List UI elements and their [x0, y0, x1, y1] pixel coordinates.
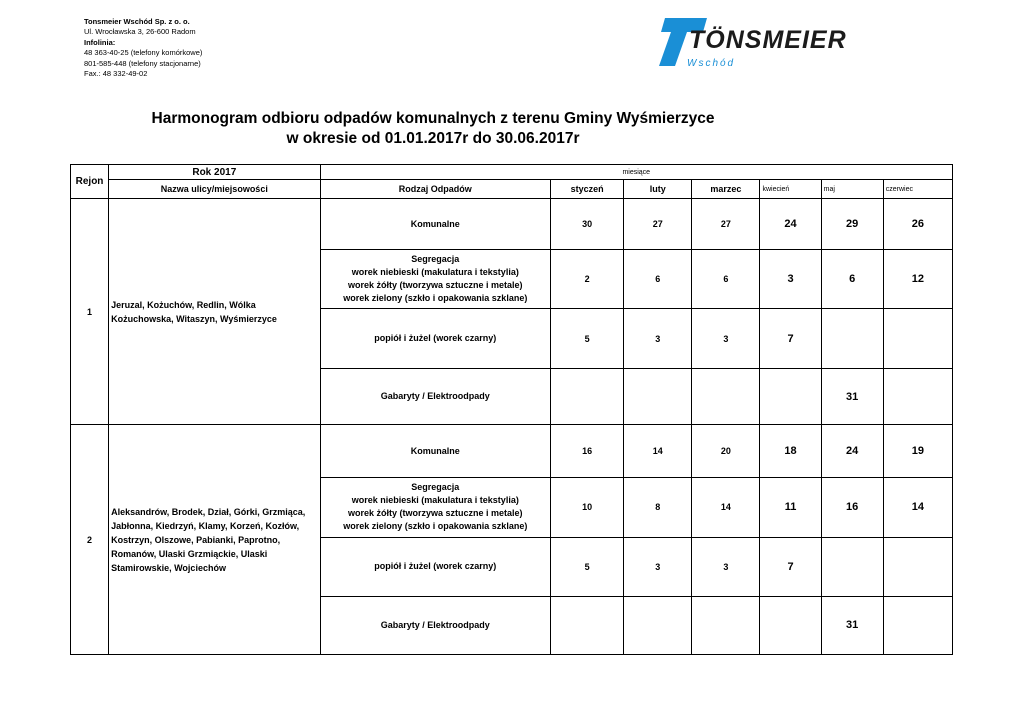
cell: 5 [551, 309, 624, 369]
cell: 8 [624, 477, 692, 537]
cell: 16 [551, 425, 624, 477]
cell: 6 [692, 250, 760, 309]
type-column-header: Rodzaj Odpadów [320, 180, 551, 199]
cell: 2 [551, 250, 624, 309]
region-streets: Aleksandrów, Brodek, Dział, Górki, Grzmiąca, Jabłonna, Kiedrzyń, Klamy, Korzeń, Kozłów, Kostrzyn, Olszowe, Pabianki, Paprotno, Romanów, Ulaski Grzmiąckie, Ulaski Stamirowskie, Wojciechów [109, 425, 320, 655]
cell: 29 [821, 199, 883, 250]
year-header: Rok 2017 [109, 165, 320, 180]
table-row [71, 425, 953, 477]
cell [883, 596, 952, 654]
cell [821, 537, 883, 596]
title-line2: w okresie od 01.01.2017r do 30.06.2017r [286, 130, 580, 147]
cell: 27 [624, 199, 692, 250]
cell [883, 309, 952, 369]
cell: 14 [692, 477, 760, 537]
cell: 31 [821, 369, 883, 425]
cell: 27 [692, 199, 760, 250]
cell: 24 [760, 199, 821, 250]
company-name: Tonsmeier Wschód Sp. z o. o. [84, 17, 190, 26]
company-info [84, 17, 202, 79]
seg-label: Segregacja [411, 482, 460, 493]
schedule-table [70, 164, 953, 655]
cell: 18 [760, 425, 821, 477]
logo-brand-text: TÖNSMEIER [689, 26, 847, 54]
cell: 10 [551, 477, 624, 537]
cell: 3 [692, 309, 760, 369]
seg-yellow: worek żółty (tworzywa sztuczne i metale) [348, 280, 523, 291]
street-column-header: Nazwa ulicy/miejsowości [109, 180, 320, 199]
cell [821, 309, 883, 369]
cell: 12 [883, 250, 952, 309]
cell: 26 [883, 199, 952, 250]
cell: 19 [883, 425, 952, 477]
type-segregacja [320, 250, 551, 309]
month-header: czerwiec [883, 180, 952, 199]
cell: 7 [760, 537, 821, 596]
rejon-header: Rejon [71, 165, 109, 199]
seg-green: worek zielony (szkło i opakowania szklane) [343, 521, 528, 532]
region-id: 1 [71, 199, 109, 425]
type-komunalne: Komunalne [320, 425, 551, 477]
cell: 3 [624, 537, 692, 596]
month-header: kwiecień [760, 180, 821, 199]
type-gabaryty: Gabaryty / Elektroodpady [320, 369, 551, 425]
cell: 3 [692, 537, 760, 596]
month-header: marzec [692, 180, 760, 199]
company-address: Ul. Wrocławska 3, 26-600 Radom [84, 27, 196, 37]
cell: 16 [821, 477, 883, 537]
cell: 14 [883, 477, 952, 537]
months-header: miesiące [320, 165, 952, 180]
cell: 20 [692, 425, 760, 477]
cell [883, 537, 952, 596]
cell [692, 596, 760, 654]
cell [883, 369, 952, 425]
cell: 11 [760, 477, 821, 537]
cell: 7 [760, 309, 821, 369]
seg-yellow: worek żółty (tworzywa sztuczne i metale) [348, 508, 523, 519]
cell [760, 596, 821, 654]
month-header: maj [821, 180, 883, 199]
cell [760, 369, 821, 425]
table-row [71, 199, 953, 250]
type-komunalne: Komunalne [320, 199, 551, 250]
cell [624, 596, 692, 654]
type-popiol: popiół i żużel (worek czarny) [320, 309, 551, 369]
cell: 3 [624, 309, 692, 369]
month-header: luty [624, 180, 692, 199]
cell [551, 596, 624, 654]
cell: 14 [624, 425, 692, 477]
cell: 31 [821, 596, 883, 654]
phone-mobile: 48 363-40-25 (telefony komórkowe) [84, 48, 203, 58]
type-segregacja [320, 477, 551, 537]
seg-green: worek zielony (szkło i opakowania szklane) [343, 293, 528, 304]
region-streets: Jeruzal, Kożuchów, Redlin, Wólka Kożuchowska, Witaszyn, Wyśmierzyce [109, 199, 320, 425]
seg-label: Segregacja [411, 254, 460, 265]
logo-sub-text: Wschód [687, 58, 736, 69]
cell [692, 369, 760, 425]
type-gabaryty: Gabaryty / Elektroodpady [320, 596, 551, 654]
seg-blue: worek niebieski (makulatura i tekstylia) [351, 267, 519, 278]
seg-blue: worek niebieski (makulatura i tekstylia) [351, 495, 519, 506]
month-header: styczeń [551, 180, 624, 199]
type-popiol: popiół i żużel (worek czarny) [320, 537, 551, 596]
cell: 30 [551, 199, 624, 250]
info-label: Infolinia: [84, 37, 116, 47]
cell: 6 [624, 250, 692, 309]
cell: 3 [760, 250, 821, 309]
title-line1: Harmonogram odbioru odpadów komunalnych z terenu Gminy Wyśmierzyce [151, 110, 715, 127]
region-id: 2 [71, 425, 109, 655]
cell: 6 [821, 250, 883, 309]
cell [624, 369, 692, 425]
cell: 5 [551, 537, 624, 596]
page-title [0, 109, 866, 149]
cell [551, 369, 624, 425]
fax: Fax.: 48 332-49-02 [84, 69, 148, 79]
cell: 24 [821, 425, 883, 477]
tonsmeier-logo [645, 14, 885, 72]
phone-landline: 801-585-448 (telefony stacjonarne) [84, 58, 201, 68]
